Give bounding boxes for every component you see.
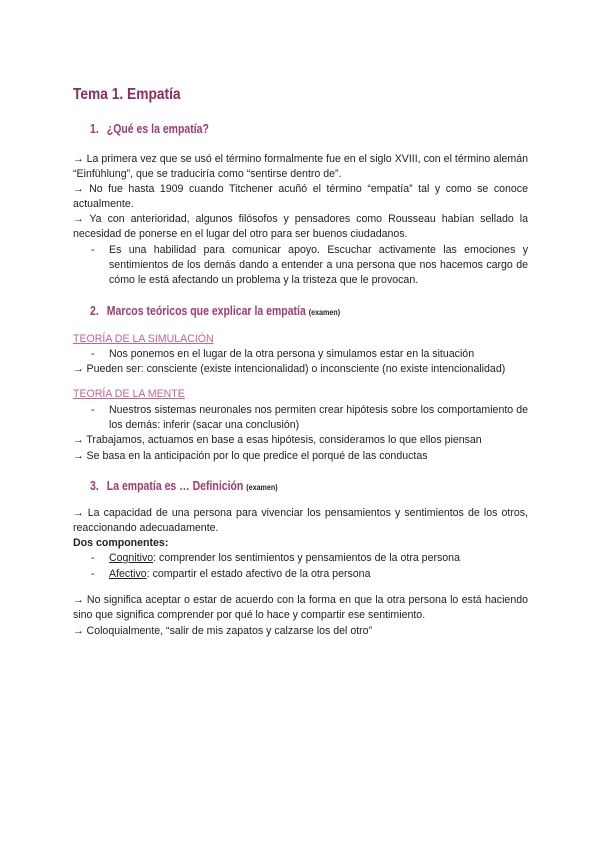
paragraph: → Trabajamos, actuamos en base a esas hipótesis, consideramos lo que ellos piensan: [73, 434, 482, 446]
section-heading-3: [90, 479, 278, 493]
paragraph: → La capacidad de una persona para vivenciar los pensamientos y sentimientos de los otros, reaccionando adecuadamente.: [73, 507, 528, 534]
component-term: Afectivo: [109, 568, 147, 580]
bullet-dash: -: [91, 244, 95, 256]
component-term: Cognitivo: [109, 552, 154, 564]
component-text: : comprender los sentimientos y pensamientos de la otra persona: [153, 552, 460, 564]
bullet-text: Es una habilidad para comunicar apoyo. Escuchar activamente las emociones y sentimientos de los demás dando a entender a una persona que nos hacemos cargo de cómo le está afectando un problema y la tristeza que le provocan.: [109, 244, 528, 286]
components-label: Dos componentes:: [73, 537, 169, 549]
bullet-dash: -: [91, 568, 95, 580]
paragraph: → La primera vez que se usó el término formalmente fue en el siglo XVIII, con el término alemán “Einfühlung”, que se traduciría como “sentirse dentro de”.: [73, 153, 528, 180]
section-heading-1: [90, 122, 209, 136]
paragraph: → No fue hasta 1909 cuando Titchener acuñó el término “empatía” tal y como se conoce actualmente.: [73, 183, 528, 210]
component-text: : compartir el estado afectivo de la otra persona: [146, 568, 371, 580]
bullet-dash: -: [91, 552, 95, 564]
section-number: 2.: [90, 304, 99, 318]
bullet-text: Nos ponemos en el lugar de la otra persona y simulamos estar en la situación: [109, 348, 475, 360]
section-number: 3.: [90, 479, 99, 493]
paragraph: → Pueden ser: consciente (existe intencionalidad) o inconsciente (no existe intencionalidad): [73, 363, 506, 375]
section-heading-2: [90, 304, 340, 318]
bullet-item: [91, 551, 528, 566]
bullet-item: [91, 347, 528, 362]
section-title: La empatía es … Definición: [106, 479, 244, 493]
section-title: ¿Qué es la empatía?: [106, 122, 209, 136]
section-number: 1.: [90, 122, 99, 136]
exam-tag: (examen): [246, 482, 278, 492]
exam-tag: (examen): [308, 307, 341, 317]
bullet-text: Nuestros sistemas neuronales nos permiten crear hipótesis sobre los comportamiento de los demás: inferir (sacar una conclusión): [109, 404, 528, 431]
page-title: Tema 1. Empatía: [73, 86, 181, 103]
bullet-item: [91, 243, 528, 288]
bullet-item: [91, 403, 528, 433]
bullet-item: [91, 567, 528, 582]
paragraph: → Se basa en la anticipación por lo que predice el porqué de las conductas: [73, 450, 428, 462]
bullet-dash: -: [91, 348, 95, 360]
section-title: Marcos teóricos que explicar la empatía: [106, 304, 306, 318]
theory-link-mind[interactable]: TEORÍA DE LA MENTE: [73, 388, 185, 400]
paragraph: → Ya con anterioridad, algunos filósofos y pensadores como Rousseau habían sellado la necesidad de ponerse en el lugar del otro para ser buenos ciudadanos.: [73, 213, 528, 240]
paragraph: → No significa aceptar o estar de acuerdo con la forma en que la otra persona lo está haciendo sino que significa comprender por qué lo hace y compartir ese sentimiento.: [73, 594, 528, 621]
theory-link-simulation[interactable]: TEORÍA DE LA SIMULACIÓN: [73, 333, 214, 345]
paragraph: → Coloquialmente, “salir de mis zapatos y calzarse los del otro”: [73, 625, 373, 637]
bullet-dash: -: [91, 404, 95, 416]
